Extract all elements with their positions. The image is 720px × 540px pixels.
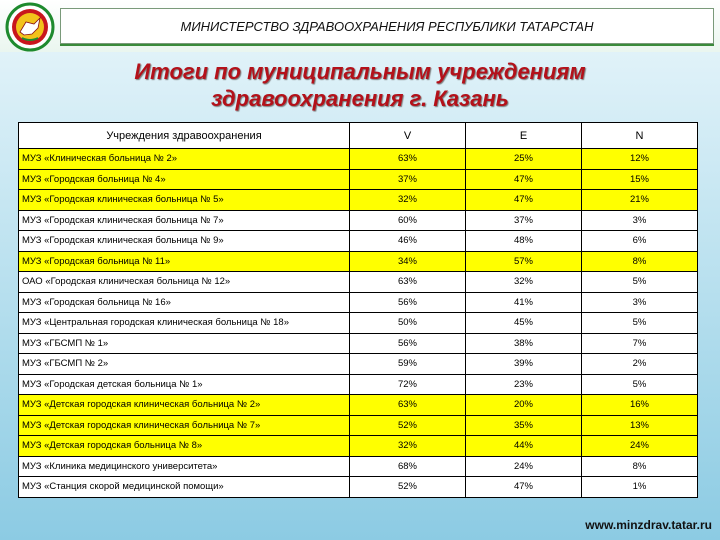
institution-name: МУЗ «Городская больница № 11» <box>19 251 350 272</box>
value-n: 5% <box>582 374 698 395</box>
value-v: 32% <box>350 436 466 457</box>
value-v: 59% <box>350 354 466 375</box>
value-v: 52% <box>350 477 466 498</box>
institution-name: МУЗ «Городская клиническая больница № 9» <box>19 231 350 252</box>
value-v: 37% <box>350 169 466 190</box>
table-row <box>19 251 698 272</box>
value-n: 2% <box>582 354 698 375</box>
ministry-banner <box>60 8 714 44</box>
institution-name: МУЗ «Детская городская больница № 8» <box>19 436 350 457</box>
institution-name: МУЗ «Клиническая больница № 2» <box>19 149 350 170</box>
value-n: 1% <box>582 477 698 498</box>
table-row <box>19 477 698 498</box>
page-title <box>0 58 720 112</box>
value-v: 56% <box>350 292 466 313</box>
table-row <box>19 415 698 436</box>
table-row <box>19 292 698 313</box>
header-n: N <box>582 123 698 149</box>
value-n: 3% <box>582 292 698 313</box>
table-row <box>19 231 698 252</box>
table-row <box>19 456 698 477</box>
value-n: 12% <box>582 149 698 170</box>
value-v: 34% <box>350 251 466 272</box>
page-header <box>0 0 720 52</box>
value-e: 25% <box>466 149 582 170</box>
header-institutions: Учреждения здравоохранения <box>19 123 350 149</box>
value-e: 57% <box>466 251 582 272</box>
value-n: 16% <box>582 395 698 416</box>
value-e: 47% <box>466 169 582 190</box>
institution-name: МУЗ «Клиника медицинского университета» <box>19 456 350 477</box>
table-row <box>19 190 698 211</box>
value-e: 47% <box>466 477 582 498</box>
value-e: 38% <box>466 333 582 354</box>
table-row <box>19 395 698 416</box>
header-v: V <box>350 123 466 149</box>
table-row <box>19 169 698 190</box>
header-e: E <box>466 123 582 149</box>
value-e: 41% <box>466 292 582 313</box>
value-n: 8% <box>582 251 698 272</box>
table-row <box>19 313 698 334</box>
value-n: 24% <box>582 436 698 457</box>
institution-name: МУЗ «Станция скорой медицинской помощи» <box>19 477 350 498</box>
value-v: 50% <box>350 313 466 334</box>
institution-name: ОАО «Городская клиническая больница № 12» <box>19 272 350 293</box>
title-line-2: здравоохранения г. Казань <box>211 86 509 111</box>
institution-name: МУЗ «Детская городская клиническая больница № 2» <box>19 395 350 416</box>
value-e: 32% <box>466 272 582 293</box>
table-row <box>19 374 698 395</box>
value-n: 3% <box>582 210 698 231</box>
value-e: 39% <box>466 354 582 375</box>
value-n: 6% <box>582 231 698 252</box>
value-v: 68% <box>350 456 466 477</box>
value-v: 72% <box>350 374 466 395</box>
title-line-1: Итоги по муниципальным учреждениям <box>134 59 586 84</box>
value-n: 7% <box>582 333 698 354</box>
institution-name: МУЗ «ГБСМП № 1» <box>19 333 350 354</box>
value-v: 32% <box>350 190 466 211</box>
value-v: 63% <box>350 149 466 170</box>
institution-name: МУЗ «Городская клиническая больница № 7» <box>19 210 350 231</box>
institution-name: МУЗ «Детская городская клиническая больница № 7» <box>19 415 350 436</box>
institution-name: МУЗ «Городская детская больница № 1» <box>19 374 350 395</box>
value-v: 63% <box>350 272 466 293</box>
tatarstan-coat-of-arms-icon <box>4 2 56 52</box>
table-header-row <box>19 123 698 149</box>
table-row <box>19 354 698 375</box>
value-n: 8% <box>582 456 698 477</box>
results-table <box>18 122 698 498</box>
institution-name: МУЗ «Городская клиническая больница № 5» <box>19 190 350 211</box>
value-e: 45% <box>466 313 582 334</box>
website-url: www.minzdrav.tatar.ru <box>585 518 712 532</box>
value-e: 47% <box>466 190 582 211</box>
table-row <box>19 272 698 293</box>
value-v: 52% <box>350 415 466 436</box>
value-v: 60% <box>350 210 466 231</box>
value-n: 5% <box>582 313 698 334</box>
institution-name: МУЗ «Городская больница № 4» <box>19 169 350 190</box>
value-e: 20% <box>466 395 582 416</box>
value-e: 37% <box>466 210 582 231</box>
value-e: 23% <box>466 374 582 395</box>
value-e: 35% <box>466 415 582 436</box>
value-e: 44% <box>466 436 582 457</box>
table-row <box>19 436 698 457</box>
value-n: 13% <box>582 415 698 436</box>
value-v: 46% <box>350 231 466 252</box>
table-row <box>19 210 698 231</box>
value-n: 21% <box>582 190 698 211</box>
institution-name: МУЗ «Городская больница № 16» <box>19 292 350 313</box>
institution-name: МУЗ «ГБСМП № 2» <box>19 354 350 375</box>
value-e: 48% <box>466 231 582 252</box>
institution-name: МУЗ «Центральная городская клиническая больница № 18» <box>19 313 350 334</box>
value-n: 15% <box>582 169 698 190</box>
value-v: 56% <box>350 333 466 354</box>
table-row <box>19 149 698 170</box>
ministry-name: МИНИСТЕРСТВО ЗДРАВООХРАНЕНИЯ РЕСПУБЛИКИ ТАТАРСТАН <box>180 18 594 34</box>
value-e: 24% <box>466 456 582 477</box>
table-row <box>19 333 698 354</box>
value-v: 63% <box>350 395 466 416</box>
value-n: 5% <box>582 272 698 293</box>
